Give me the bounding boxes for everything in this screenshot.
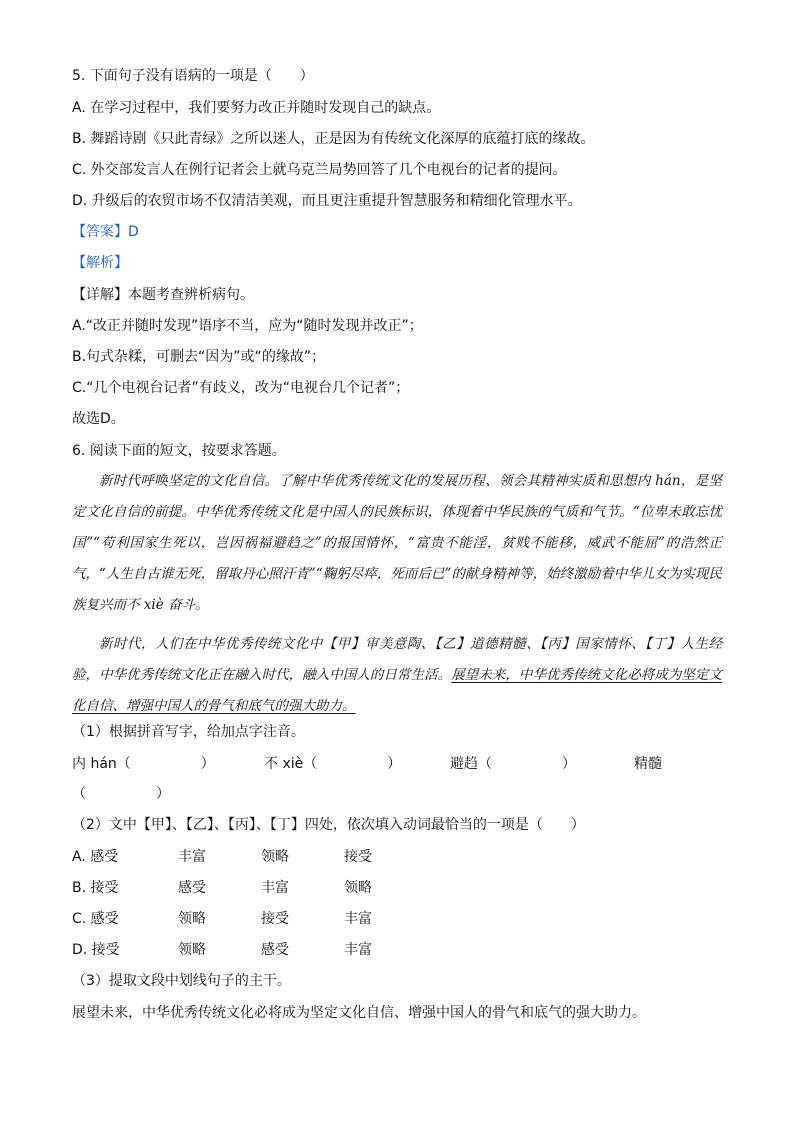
answer-label: 【答案】D (72, 224, 139, 240)
q5-option-d: D. 升级后的农贸市场不仅清洁美观，而且更注重提升智慧服务和精细化管理水平。 (72, 193, 582, 209)
passage-paragraph-2-text: 新时代，人们在中华优秀传统文化中【甲】审美意陶、【乙】道德精髓、【丙】国家情怀、【丁】人生经验，中华优秀传统文化正在融入时代，融入中国人的日常生活。 (72, 636, 722, 683)
pinyin-item-jingsui: 精髓 (634, 756, 662, 772)
sub2-option-c-1: C. 感受 (72, 911, 119, 927)
detail-line: A.“改正并随时发现”语序不当，应为“随时发现并改正”； (72, 318, 423, 334)
sub3-sentence: 展望未来，中华优秀传统文化必将成为坚定文化自信、增强中国人的骨气和底气的强大助力。 (72, 1005, 646, 1021)
detail-line: C.“几个电视台记者”有歧义，改为“电视台几个记者”； (72, 380, 410, 396)
sub2-option-a-1: A. 感受 (72, 849, 119, 865)
reading-passage (72, 466, 722, 722)
pinyin-item-xie: 不 xiè（ ） (264, 756, 402, 772)
sub2-option-d-3: 感受 (261, 942, 289, 958)
sub2-stem: （2）文中【甲】、【乙】、【丙】、【丁】四处，依次填入动词最恰当的一项是（ ） (72, 817, 585, 833)
sub2-option-c-3: 接受 (261, 911, 289, 927)
sub2-option-b-1: B. 接受 (72, 880, 119, 896)
q6-stem: 6. 阅读下面的短文，按要求答题。 (72, 443, 286, 459)
q5-option-c: C. 外交部发言人在例行记者会上就乌克兰局势回答了几个电视台的记者的提问。 (72, 162, 567, 178)
q5-option-a: A. 在学习过程中，我们要努力改正并随时发现自己的缺点。 (72, 100, 441, 116)
detail-line: 故选D。 (72, 411, 125, 427)
sub2-option-b-4: 领略 (344, 880, 372, 896)
sub2-option-d-1: D. 接受 (72, 942, 120, 958)
sub2-option-b-2: 感受 (178, 880, 206, 896)
sub2-option-a-3: 领略 (261, 849, 289, 865)
detail-line: B.句式杂糅，可删去“因为”或“的缘故”； (72, 349, 326, 365)
passage-paragraph-1: 新时代呼唤坚定的文化自信。了解中华优秀传统文化的发展历程、领会其精神实质和思想内 hán，是坚定文化自信的前提。中华优秀传统文化是中国人的民族标识，体现着中华民族的气质和气节。“位卑未敢忘忧国”“苟利国家生死以，岂因祸福避趋之”的报国情怀，“富贵不能淫，贫贱不能移，威武不能屈”的浩然正气，“人生自古谁无死，留取丹心照汗青”“鞠躬尽瘁，死而后已”的献身精神等，始终激励着中华儿女为实现民族复兴而不 xiè 奋斗。 (72, 473, 722, 613)
detail-line: 【详解】本题考查辨析病句。 (72, 287, 254, 303)
sub2-option-c-2: 领略 (178, 911, 206, 927)
sub2-option-c-4: 丰富 (344, 911, 372, 927)
sub2-option-b-3: 丰富 (261, 880, 289, 896)
sub2-option-d-2: 领略 (178, 942, 206, 958)
q5-option-b: B. 舞蹈诗剧《只此青绿》之所以迷人，正是因为有传统文化深厚的底蕴打底的缘故。 (72, 131, 595, 147)
q5-stem: 5. 下面句子没有语病的一项是（ ） (72, 68, 314, 84)
passage-paragraph-2 (72, 629, 722, 722)
sub1-stem: （1）根据拼音写字，给加点字注音。 (72, 724, 305, 740)
pinyin-item-han: 内 hán（ ） (72, 756, 215, 772)
sub2-option-a-2: 丰富 (178, 849, 206, 865)
pinyin-blank-overflow: （ ） (72, 786, 170, 802)
sub3-stem: （3）提取文段中划线句子的主干。 (72, 973, 291, 989)
underlined-sentence: 展望未来，中华优秀传统文化必将成为坚定文化自信、增强中国人的骨气和底气的强大助力。 (72, 667, 723, 714)
sub2-option-a-4: 接受 (344, 849, 372, 865)
pinyin-item-biqu: 避趋（ ） (450, 756, 576, 772)
sub2-option-d-4: 丰富 (344, 942, 372, 958)
analysis-label: 【解析】 (72, 255, 128, 271)
